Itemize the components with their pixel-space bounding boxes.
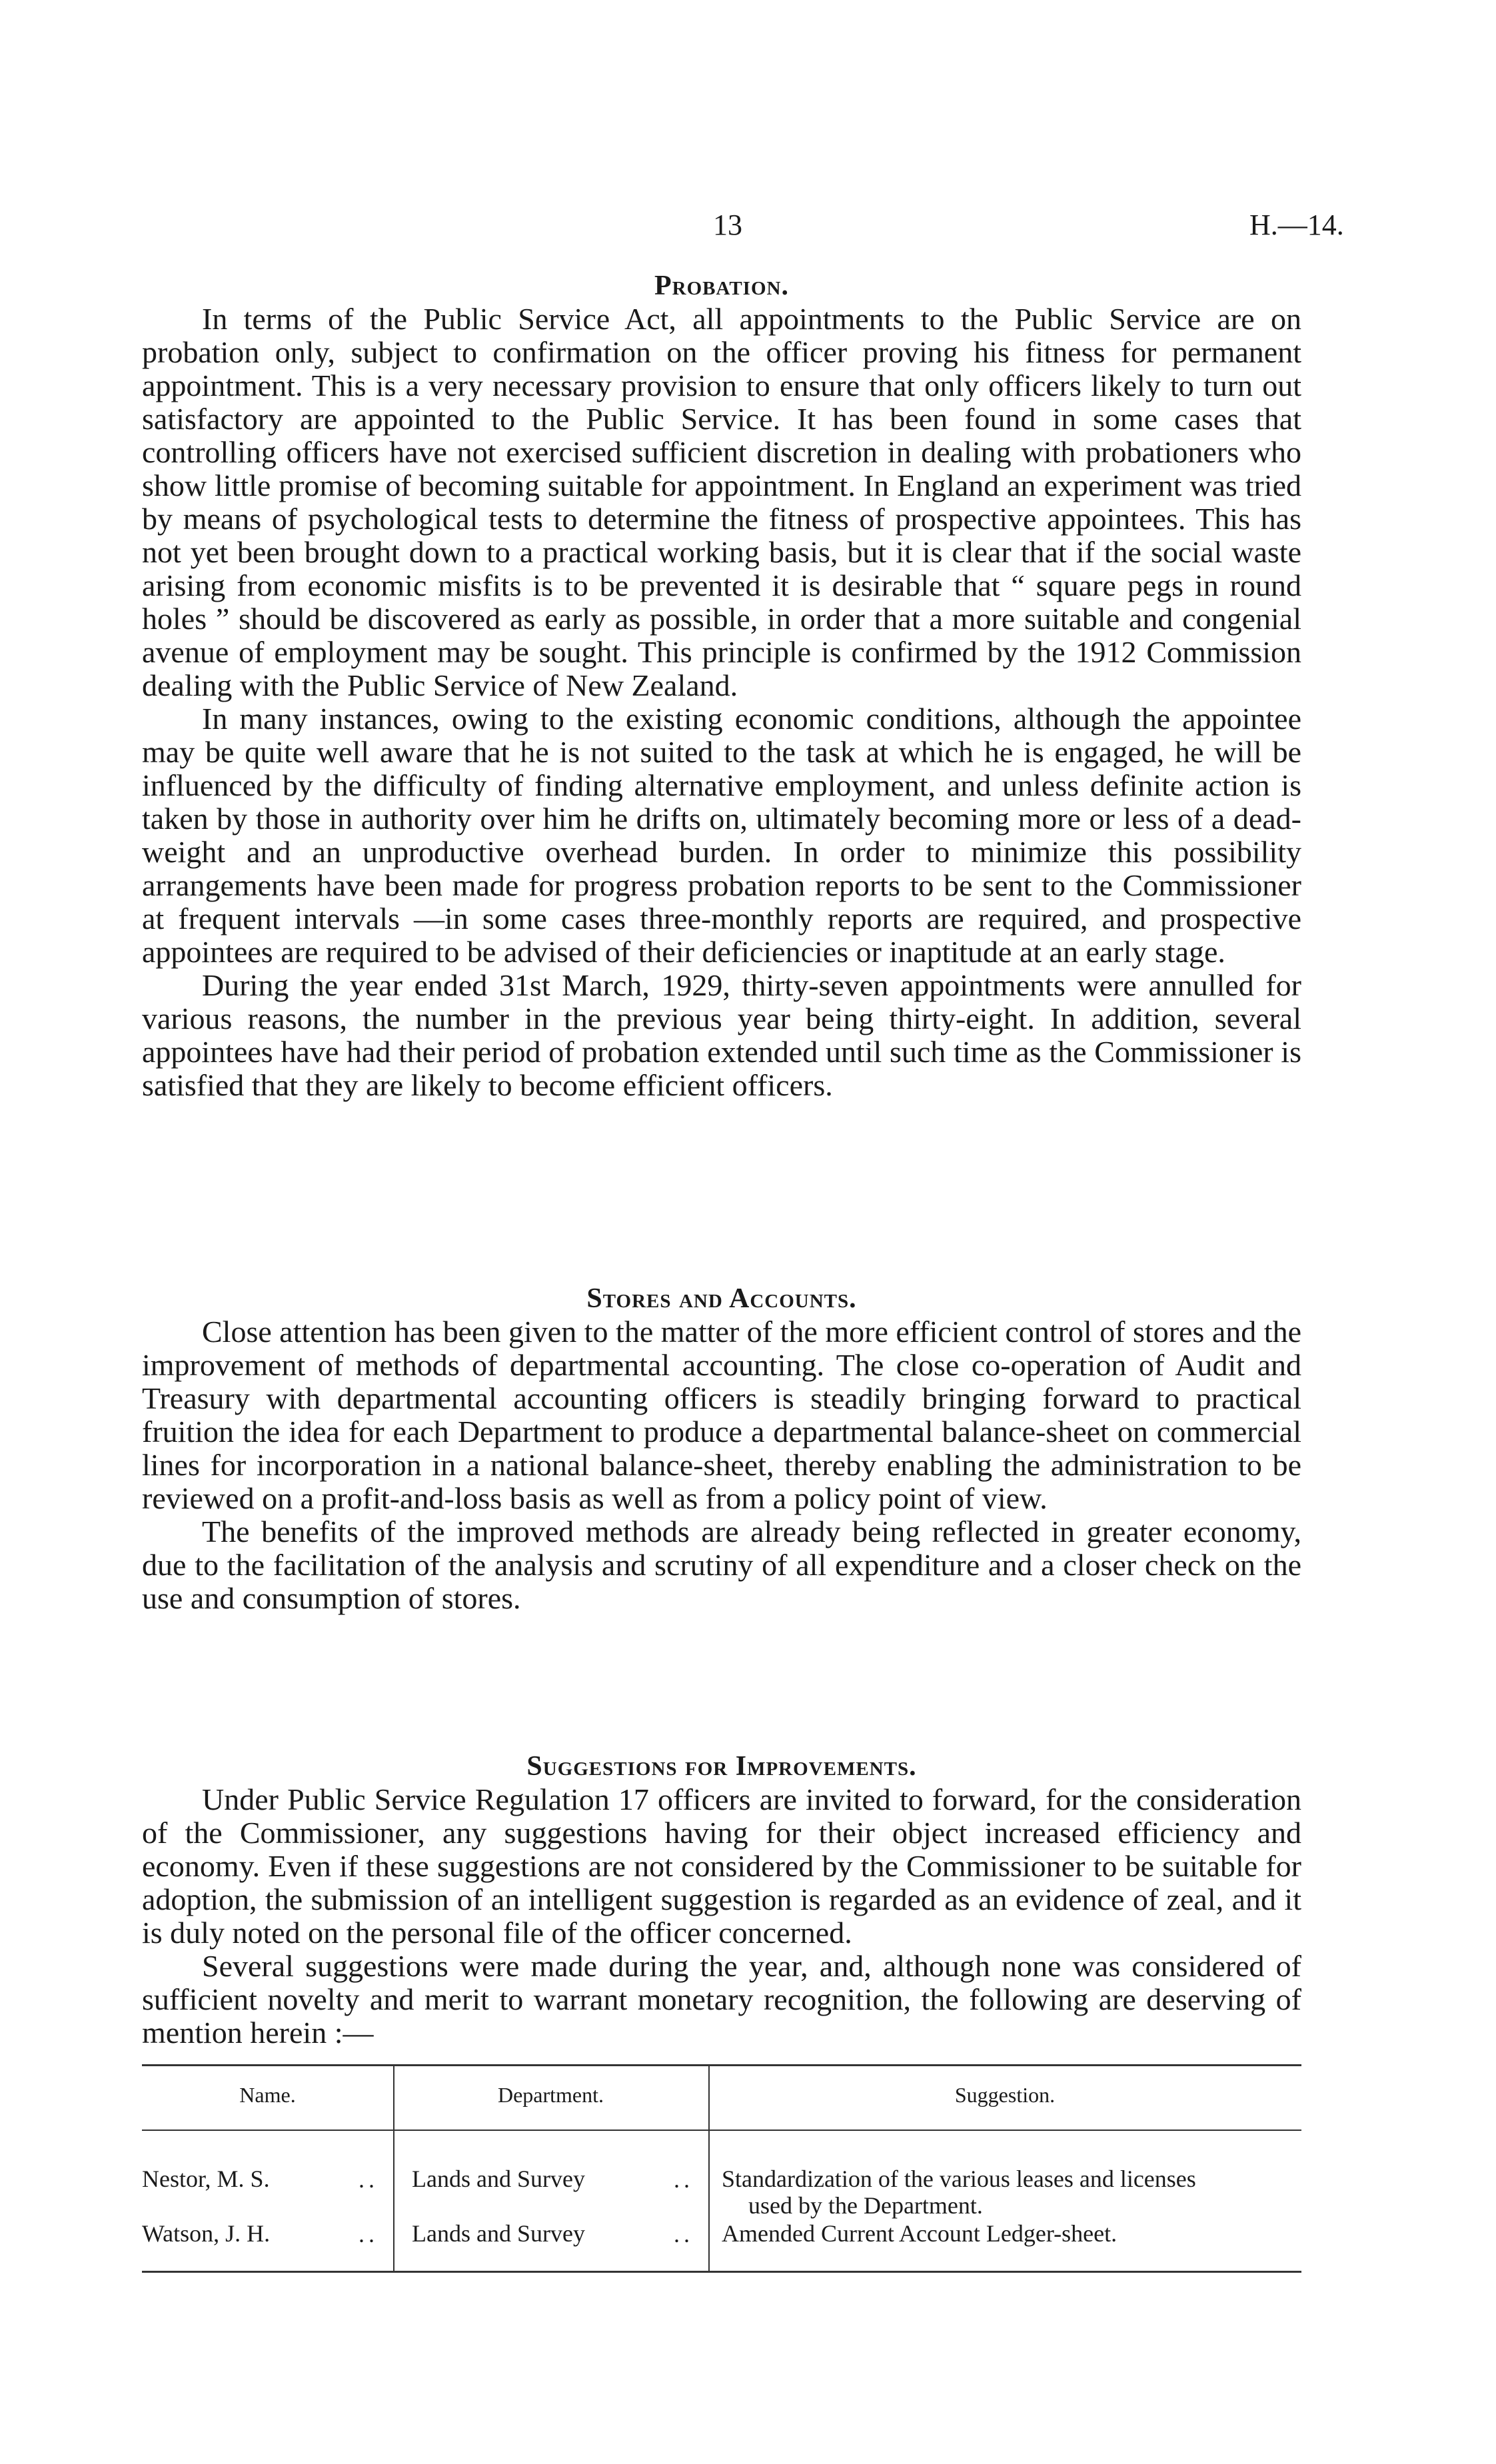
section-title: Stores and Accounts. — [586, 1283, 857, 1314]
table-rule-top — [142, 2064, 1301, 2066]
header-suggestion: Suggestion. — [954, 2083, 1056, 2107]
cell-department: Lands and Survey — [412, 2220, 585, 2247]
section-title: Suggestions for Improvements. — [526, 1751, 917, 1782]
table-rule-bottom — [142, 2271, 1301, 2273]
section-probation — [142, 269, 1301, 1102]
cell-suggestion: Amended Current Account Ledger-sheet. — [722, 2220, 1118, 2247]
section-stores-and-accounts — [142, 1282, 1301, 1615]
cell-name: Watson, J. H. — [142, 2220, 271, 2247]
cell-suggestion: Standardization of the various leases and licenses — [722, 2165, 1196, 2192]
paragraph: Close attention has been given to the matter of the more efficient control of stores and the improvement of methods of departmental accounting. The close co-operation of Audit and Treasury with departmental accounting officers is steadily bringing forward to practical fruition the idea for each Department to produce a departmental balance-sheet on commercial lines for incorporation in a national balance-sheet, thereby enabling the administration to be reviewed on a profit-and-loss basis as well as from a policy point of view. — [142, 1315, 1301, 1515]
document-reference: H.—14. — [1249, 209, 1344, 241]
paragraph: Several suggestions were made during the year, and, although none was considered of sufficient novelty and merit to warrant monetary recognition, the following are deserving of mention herein :— — [142, 1949, 1301, 2050]
section-suggestions — [142, 1750, 1301, 2050]
page-number: 13 — [713, 209, 742, 241]
leader-dots: .. — [359, 2166, 378, 2193]
cell-suggestion-cont: used by the Department. — [748, 2192, 983, 2219]
section-title: Probation. — [654, 271, 789, 301]
leader-dots: .. — [674, 2166, 694, 2193]
paragraph: In terms of the Public Service Act, all appointments to the Public Service are on probation only, subject to confirmation on the officer proving his fitness for permanent appointment. This is a very necessary provision to ensure that only officers likely to turn out satisfactory are appointed to the Public Service. It has been found in some cases that controlling officers have not exercised sufficient discretion in dealing with probationers who show little promise of becoming suitable for appointment. In England an experiment was tried by means of psychological tests to determine the fitness of prospective appointees. This has not yet been brought down to a practical working basis, but it is clear that if the social waste arising from economic misfits is to be prevented it is desirable that “ square pegs in round holes ” should be discovered as early as possible, in order that a more suitable and congenial avenue of employment may be sought. This principle is confirmed by the 1912 Commission dealing with the Public Service of New Zealand. — [142, 302, 1301, 702]
cell-name: Nestor, M. S. — [142, 2165, 270, 2192]
leader-dots: .. — [674, 2221, 694, 2247]
paragraph: During the year ended 31st March, 1929, thirty-seven appointments were annulled for various reasons, the number in the previous year being thirty-eight. In addition, several appointees have had their period of probation extended until such time as the Commissioner is satisfied that they are likely to become efficient officers. — [142, 968, 1301, 1102]
header-department: Department. — [497, 2083, 604, 2107]
paragraph: Under Public Service Regulation 17 officers are invited to forward, for the consideration of the Commissioner, any suggestions having for their object increased efficiency and economy. Even if these suggestions are not considered by the Commissioner to be suitable for adoption, the submission of an intelligent suggestion is regarded as an evidence of zeal, and it is duly noted on the personal file of the officer concerned. — [142, 1782, 1301, 1950]
paragraph: The benefits of the improved methods are already being reflected in greater economy, due to the facilitation of the analysis and scrutiny of all expenditure and a closer check on the use and consumption of stores. — [142, 1515, 1301, 1615]
table-rule-header — [142, 2130, 1301, 2131]
header-name: Name. — [239, 2083, 296, 2107]
cell-department: Lands and Survey — [412, 2165, 585, 2192]
paragraph: In many instances, owing to the existing economic conditions, although the appointee may be quite well aware that he is not suited to the task at which he is engaged, he will be influenced by the difficulty of finding alternative employment, and unless definite action is taken by those in authority over him he drifts on, ultimately becoming more or less of a dead-weight and an unproductive overhead burden. In order to minimize this possibility arrangements have been made for progress probation reports to be sent to the Commissioner at frequent intervals —in some cases three-monthly reports are required, and prospective appointees are required to be advised of their deficiencies or inaptitude at an early stage. — [142, 702, 1301, 969]
leader-dots: .. — [359, 2221, 378, 2247]
